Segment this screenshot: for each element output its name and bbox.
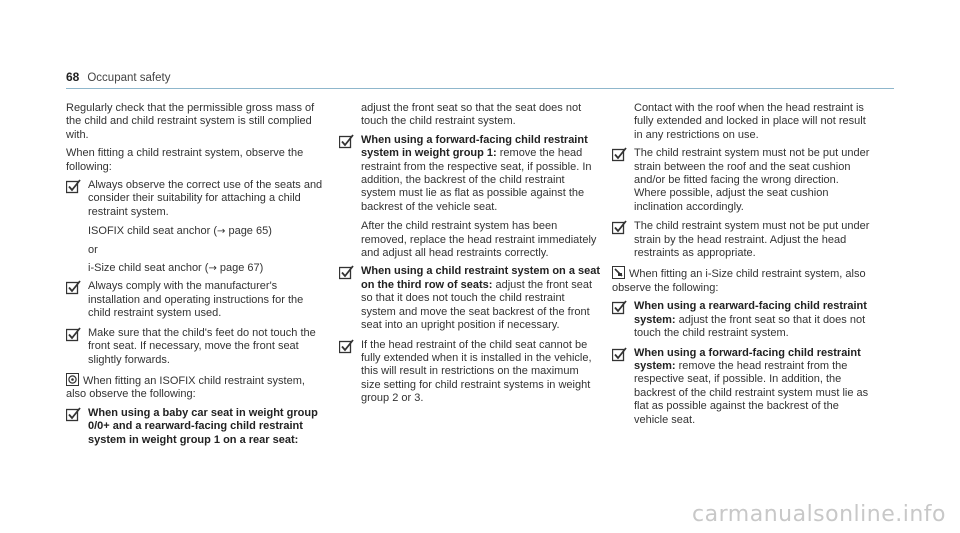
checklist-text: The child restraint system must not be put under strain between the roof and the seat cushion and/or be fitted facing the wrong direction. Where possible, adjust the seat cushion inclination accordingly.: [634, 147, 870, 213]
paragraph: After the child restraint system has been removed, replace the head restraint immediately and adjust all head restraints correctly.: [361, 220, 597, 260]
checklist-lead: When using a forward-facing child restraint system in weight group 1:: [361, 133, 588, 160]
checklist-item: [612, 300, 874, 340]
checklist-text: remove the head restraint from the respective seat, if possible. In addition, the backrest of the child restraint system must lie as flat as possible against the backrest of the vehicle seat.: [361, 147, 592, 213]
page-header: [66, 70, 170, 84]
checkbox-tick-icon: [612, 220, 628, 235]
checkbox-tick-icon: [66, 407, 82, 422]
note: [612, 266, 874, 295]
checklist-item: [339, 134, 601, 214]
checklist-text: If the head restraint of the child seat cannot be fully extended when it is installed in the vehicle, this will result in restrictions on the maximum size setting for child restraint systems in weight group 2 or 3.: [361, 338, 592, 405]
checklist-item: [66, 407, 328, 447]
page-number: 68: [66, 70, 80, 84]
paragraph: adjust the front seat so that the seat does not touch the child restraint system.: [361, 102, 582, 128]
checklist-text: Make sure that the child's feet do not touch the front seat. If necessary, move the front seat slightly forwards.: [88, 326, 316, 366]
note-text: When fitting an ISOFIX child restraint system, also observe the following:: [66, 374, 305, 401]
checklist-item: [339, 339, 601, 406]
checklist-item: [612, 347, 874, 427]
reference-text: i-Size child seat anchor (: [88, 262, 209, 275]
column-2: [339, 102, 601, 412]
checklist-lead: When using a forward-facing child restraint system:: [634, 346, 861, 372]
or-label: or: [88, 243, 98, 256]
checkbox-tick-icon: [66, 280, 82, 295]
header-divider: [66, 88, 894, 89]
checkbox-tick-icon: [612, 300, 628, 315]
paragraph: Contact with the roof when the head restraint is fully extended and locked in place will not result in any restrictions on use.: [634, 102, 866, 141]
checklist-item: [66, 280, 328, 320]
checklist-text: adjust the front seat so that it does not touch the child restraint system.: [634, 313, 866, 340]
checklist-item: [612, 147, 874, 214]
reference-line: [66, 262, 328, 275]
checkbox-tick-icon: [339, 134, 355, 149]
isofix-symbol-icon: [66, 373, 79, 386]
checklist-text: Always comply with the manufacturer's installation and operating instructions for the child restraint system used.: [88, 280, 304, 320]
checklist-lead: When using a child restraint system on a seat on the third row of seats:: [361, 265, 601, 291]
checklist-lead: When using a baby car seat in weight group 0/0+ and a rearward-facing child restraint system in weight group 1 on a rear seat:: [88, 406, 318, 446]
checklist-text: Always observe the correct use of the seats and consider their suitability for attaching a child restraint system.: [88, 179, 323, 218]
reference-text: ISOFIX child seat anchor (: [88, 225, 217, 238]
checkbox-tick-icon: [66, 179, 82, 194]
checklist-lead: When using a rearward-facing child restraint system:: [634, 300, 867, 326]
checklist-text: remove the head restraint from the respective seat, if possible. In addition, the backrest of the child restraint system must lie as flat as possible against the backrest of the vehicle seat.: [634, 359, 869, 426]
column-1: [66, 102, 328, 453]
checklist-text: The child restraint system must not be put under strain by the head restraint. Adjust the head restraints as appropriate.: [634, 220, 870, 260]
reference-line: [66, 225, 328, 238]
checklist-item: [66, 179, 328, 219]
paragraph: Regularly check that the permissible gross mass of the child and child restraint system is still complied with.: [66, 102, 315, 141]
page-link[interactable]: page 67): [219, 262, 264, 275]
section-title: Occupant safety: [87, 72, 171, 84]
note: [66, 373, 328, 402]
paragraph: When fitting a child restraint system, observe the following:: [66, 147, 304, 173]
checkbox-tick-icon: [66, 327, 82, 342]
column-3: [612, 102, 874, 433]
checkbox-tick-icon: [612, 347, 628, 362]
checkbox-tick-icon: [612, 147, 628, 162]
note-text: When fitting an i-Size child restraint system, also observe the following:: [612, 268, 866, 294]
checklist-item: [66, 327, 328, 367]
i-size-symbol-icon: [612, 266, 625, 279]
reference-arrow-icon: →: [208, 263, 217, 275]
checkbox-tick-icon: [339, 265, 355, 280]
watermark: carmanualsonline.info: [692, 502, 946, 527]
page-link[interactable]: page 65): [228, 225, 272, 238]
reference-arrow-icon: →: [217, 226, 226, 238]
checklist-text: adjust the front seat so that it does not touch the child restraint system and move the seat backrest of the front seat into an upright position if necessary.: [361, 278, 593, 332]
checklist-item: [612, 220, 874, 260]
checkbox-tick-icon: [339, 339, 355, 354]
checklist-item: [339, 265, 601, 332]
